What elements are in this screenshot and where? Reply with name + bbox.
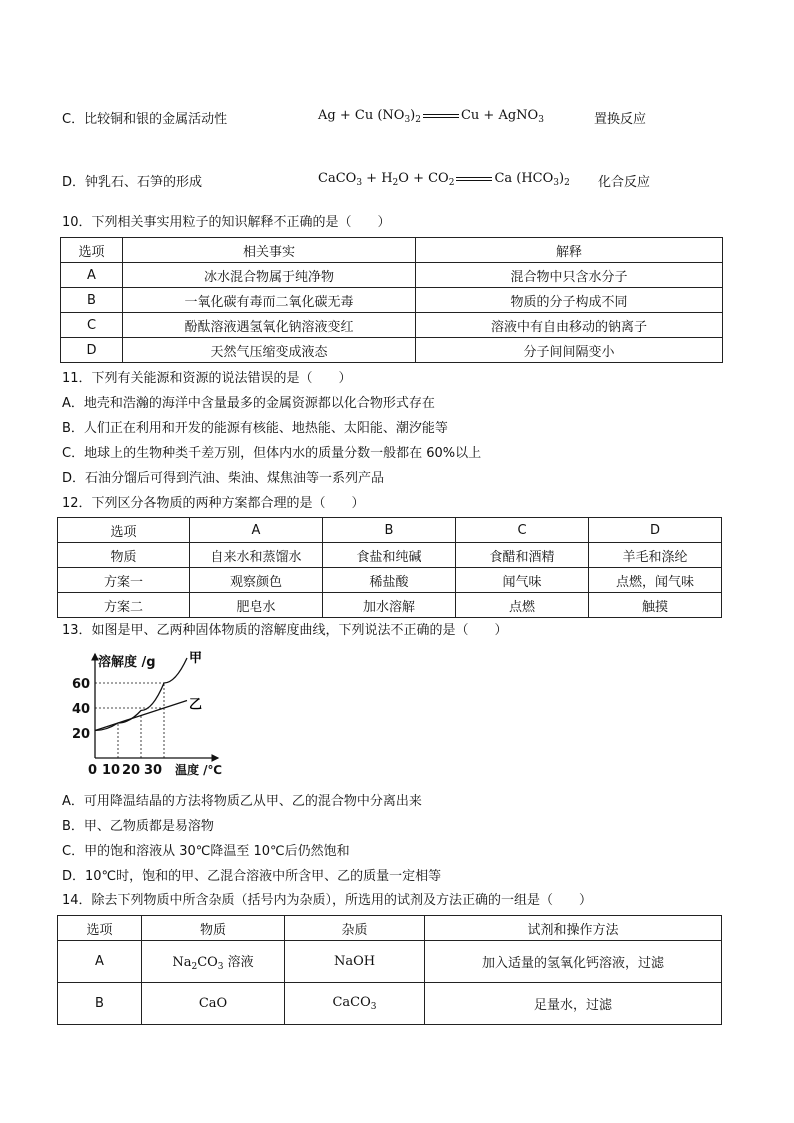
x-tick-label: 0 [88,763,98,778]
q14-question: 14．除去下列物质中所含杂质（括号内为杂质），所选用的试剂及方法正确的一组是（ ） [62,893,593,908]
x-axis-label: 温度 /℃ [175,763,223,777]
x-tick-label: 20 [122,763,141,778]
table-row [58,543,722,568]
header-cell: 相关事实 [123,238,416,263]
table-cell: 物质 [58,543,190,568]
q11-question: 11．下列有关能源和资源的说法错误的是（ ） [62,371,352,386]
table-cell: A [61,263,123,288]
x-tick-label: 10 [102,763,121,778]
q13-option-b: B．甲、乙物质都是易溶物 [62,819,214,834]
q10-table [60,237,723,363]
table-row [58,983,722,1025]
table-cell: 点燃，闻气味 [589,568,722,593]
header-cell: 试剂和操作方法 [425,916,722,941]
series-label: 甲 [189,651,203,666]
option-label: C．比较铜和银的金属活动性 [62,112,228,127]
table-cell: $Na_2CO_3$ 溶液 [142,941,285,983]
table-cell: B [61,288,123,313]
table-cell: 羊毛和涤纶 [589,543,722,568]
q13-option-d: D．10℃时，饱和的甲、乙混合溶液中所含甲、乙的质量一定相等 [62,869,442,884]
table-cell: 食盐和纯碱 [323,543,456,568]
q9-option-d [62,171,742,195]
table-row [58,941,722,983]
table-row [58,593,722,618]
table-header-row [61,238,723,263]
table-cell: 加水溶解 [323,593,456,618]
table-cell: 稀盐酸 [323,568,456,593]
header-cell: D [589,518,722,543]
table-cell: A [58,941,142,983]
q11-option-c: C．地球上的生物种类千差万别，但体内水的质量分数一般都在 60%以上 [62,446,482,461]
y-axis-label: 溶解度 /g [98,655,156,670]
table-row [61,263,723,288]
y-tick-label: 40 [72,702,91,717]
table-cell: C [61,313,123,338]
reaction-type: 置换反应 [594,112,647,127]
table-cell: 一氧化碳有毒而二氧化碳无毒 [123,288,416,313]
header-cell: 物质 [142,916,285,941]
x-tick-label: 30 [144,763,163,778]
header-cell: 解释 [416,238,723,263]
reaction-type: 化合反应 [598,175,651,190]
table-cell: 自来水和蒸馏水 [190,543,323,568]
table-cell: CaO [142,983,285,1025]
q11-option-d: D．石油分馏后可得到汽油、柴油、煤焦油等一系列产品 [62,471,385,486]
y-tick-label: 60 [72,677,91,692]
header-cell: A [190,518,323,543]
q14-table [57,915,722,1025]
q13-question: 13．如图是甲、乙两种固体物质的溶解度曲线，下列说法不正确的是（ ） [62,623,508,638]
table-cell: 酚酞溶液遇氢氧化钠溶液变红 [123,313,416,338]
q11-option-b: B．人们正在利用和开发的能源有核能、地热能、太阳能、潮汐能等 [62,421,448,436]
chemical-equation: CaCO$_3$ + $H_2O + CO_2$ Ca $(HCO_3)_2$ [318,171,570,188]
q11-option-a: A．地壳和浩瀚的海洋中含量最多的金属资源都以化合物形式存在 [62,396,435,411]
table-cell: 方案二 [58,593,190,618]
header-cell: 选项 [61,238,123,263]
table-cell: 点燃 [456,593,589,618]
table-row [58,568,722,593]
table-header-row [58,916,722,941]
table-cell: 溶液中有自由移动的钠离子 [416,313,723,338]
table-cell: 物质的分子构成不同 [416,288,723,313]
q12-table [57,517,722,618]
table-cell: B [58,983,142,1025]
table-cell: 冰水混合物属于纯净物 [123,263,416,288]
table-cell: 足量水，过滤 [425,983,722,1025]
table-cell: 分子间间隔变小 [416,338,723,363]
header-cell: 选项 [58,518,190,543]
table-cell: 加入适量的氢氧化钙溶液，过滤 [425,941,722,983]
table-row [61,338,723,363]
chemical-equation: Ag + Cu $(NO_3)_2$ Cu + AgNO$_3$ [318,108,544,125]
table-cell: 闻气味 [456,568,589,593]
q10-question: 10．下列相关事实用粒子的知识解释不正确的是（ ） [62,215,391,230]
y-tick-label: 20 [72,727,91,742]
option-label: D．钟乳石、石笋的形成 [62,175,203,190]
table-cell: 天然气压缩变成液态 [123,338,416,363]
table-cell: NaOH [285,941,425,983]
table-cell: 肥皂水 [190,593,323,618]
header-cell: B [323,518,456,543]
table-cell: 方案一 [58,568,190,593]
table-cell: 观察颜色 [190,568,323,593]
table-cell: 混合物中只含水分子 [416,263,723,288]
solubility-chart [60,648,240,780]
header-cell: 杂质 [285,916,425,941]
series-label: 乙 [189,697,203,713]
header-cell: C [456,518,589,543]
table-cell: 触摸 [589,593,722,618]
q9-option-c [62,108,742,132]
table-cell: CaCO$_3$ [285,983,425,1025]
table-cell: D [61,338,123,363]
q13-option-a: A．可用降温结晶的方法将物质乙从甲、乙的混合物中分离出来 [62,794,422,809]
table-row [61,288,723,313]
q13-option-c: C．甲的饱和溶液从 30℃降温至 10℃后仍然饱和 [62,844,350,859]
header-cell: 选项 [58,916,142,941]
q12-question: 12．下列区分各物质的两种方案都合理的是（ ） [62,496,365,511]
table-cell: 食醋和酒精 [456,543,589,568]
table-row [61,313,723,338]
table-header-row [58,518,722,543]
